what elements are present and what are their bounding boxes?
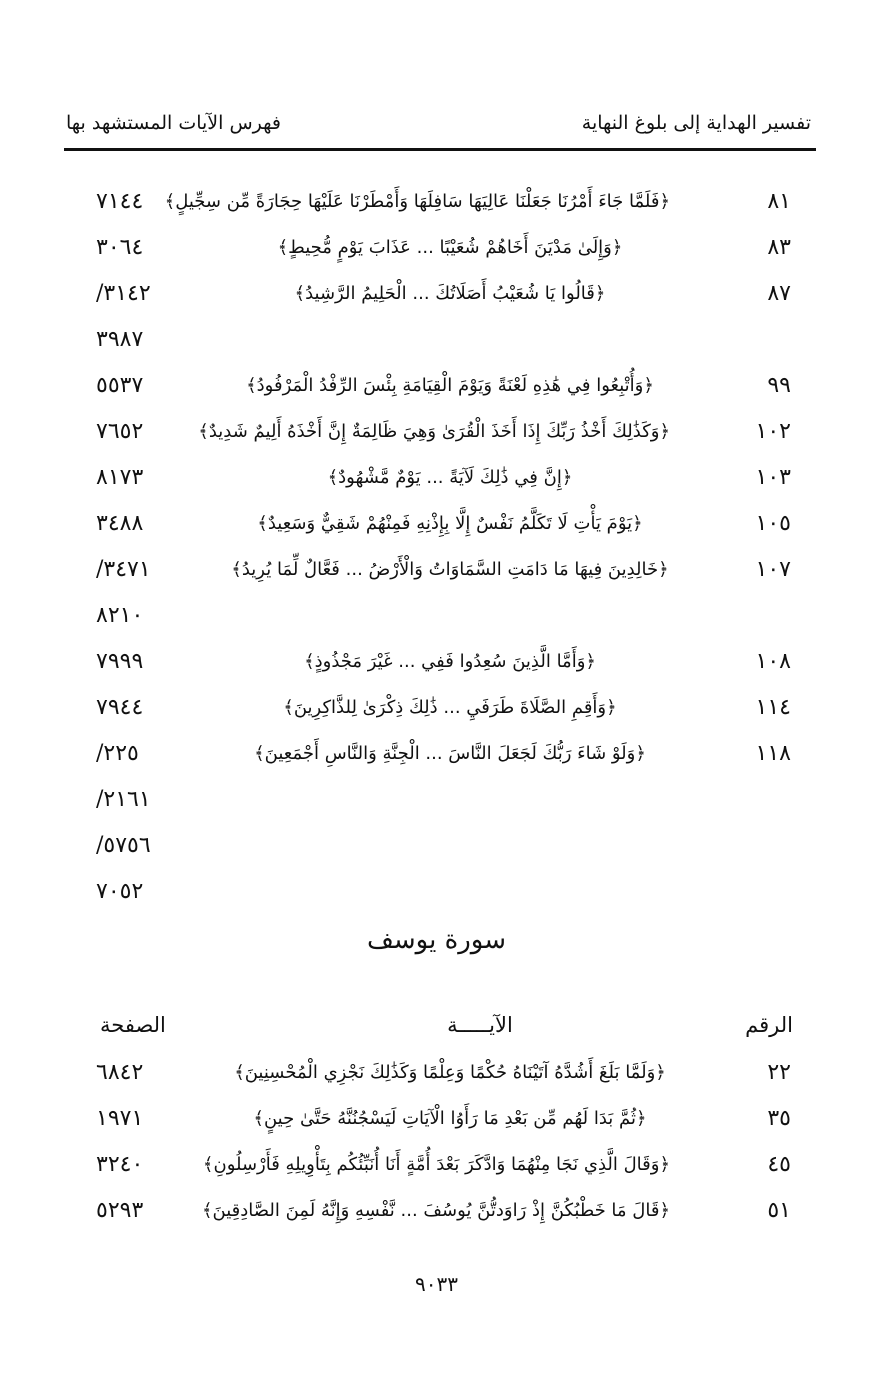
index-row	[0, 366, 873, 406]
page-reference: ٣٩٨٧	[96, 327, 144, 352]
verse-number: ١٠٢	[755, 419, 791, 444]
index-row	[0, 734, 873, 774]
verse-number: ٤٥	[767, 1152, 791, 1177]
column-header-number: الرقم	[745, 1013, 793, 1037]
verse-text: ﴿يَوْمَ يَأْتِ لَا تَكَلَّمُ نَفْسٌ إِلَّا بِإِذْنِهِ فَمِنْهُمْ شَقِيٌّ وَسَعِيدٌ﴾	[257, 513, 643, 534]
index-row	[0, 1191, 873, 1231]
verse-number: ٢٢	[767, 1060, 791, 1085]
verse-text: ﴿وَأَمَّا الَّذِينَ سُعِدُوا فَفِي ... غَيْرَ مَجْذُوذٍ﴾	[304, 651, 596, 672]
running-head-index-title: فهرس الآيات المستشهد بها	[66, 112, 281, 134]
verse-text: ﴿إِنَّ فِي ذَٰلِكَ لَآيَةً ... يَوْمٌ مَّشْهُودٌ﴾	[327, 467, 573, 488]
verse-number: ٣٥	[767, 1106, 791, 1131]
verse-text: ﴿قَالُوا يَا شُعَيْبُ أَصَلَاتُكَ ... الْحَلِيمُ الرَّشِيدُ﴾	[294, 283, 606, 304]
index-row	[0, 872, 873, 912]
verse-text: ﴿وَأُتْبِعُوا فِي هَٰذِهِ لَعْنَةً وَيَوْمَ الْقِيَامَةِ بِئْسَ الرِّفْدُ الْمَرْفُودُ﴾	[246, 375, 654, 396]
page-reference: ٨٢١٠	[96, 603, 144, 628]
page-reference: ٥٥٣٧	[96, 373, 144, 398]
index-row	[0, 504, 873, 544]
index-row	[0, 228, 873, 268]
verse-text: ﴿وَأَقِمِ الصَّلَاةَ طَرَفَيِ ... ذَٰلِكَ ذِكْرَىٰ لِلذَّاكِرِينَ﴾	[283, 697, 617, 718]
index-row	[0, 412, 873, 452]
verse-text: ﴿وَقَالَ الَّذِي نَجَا مِنْهُمَا وَادَّكَرَ بَعْدَ أُمَّةٍ أَنَا أُنَبِّئُكُم بِتَأْوِيلِهِ فَأَرْسِلُونِ﴾	[202, 1154, 670, 1175]
page-reference: ٧٠٥٢	[96, 879, 144, 904]
column-header-page: الصفحة	[100, 1013, 166, 1037]
index-row	[0, 826, 873, 866]
verse-number: ٨١	[767, 189, 791, 214]
index-row	[0, 274, 873, 314]
column-header-verse: الآيـــــة	[447, 1013, 513, 1037]
page-number: ٩٠٣٣	[415, 1272, 458, 1296]
verse-text: ﴿ثُمَّ بَدَا لَهُم مِّن بَعْدِ مَا رَأَوُا الْآيَاتِ لَيَسْجُنُنَّهُ حَتَّىٰ حِينٍ﴾	[253, 1108, 647, 1129]
verse-text: ﴿وَلَمَّا بَلَغَ أَشُدَّهُ آتَيْنَاهُ حُكْمًا وَعِلْمًا وَكَذَٰلِكَ نَجْزِي الْمُحْسِنِينَ﴾	[234, 1062, 666, 1083]
surah-title: سورة يوسف	[366, 925, 507, 955]
page-reference: ٧٩٤٤	[96, 695, 144, 720]
page-reference: /٢١٦١	[96, 787, 151, 812]
verse-number: ٨٧	[767, 281, 791, 306]
index-row	[0, 550, 873, 590]
page-reference: ٣٤٨٨	[96, 511, 144, 536]
verse-number: ١٠٥	[755, 511, 791, 536]
index-row	[0, 780, 873, 820]
verse-text: ﴿وَإِلَىٰ مَدْيَنَ أَخَاهُمْ شُعَيْبًا ... عَذَابَ يَوْمٍ مُّحِيطٍ﴾	[277, 237, 623, 258]
verse-number: ١٠٣	[755, 465, 791, 490]
page-reference: ٧٩٩٩	[96, 649, 144, 674]
index-row	[0, 182, 873, 222]
index-row	[0, 596, 873, 636]
page-reference: /٣١٤٢	[96, 281, 151, 306]
index-row	[0, 1099, 873, 1139]
page-reference: ٣٢٤٠	[96, 1152, 144, 1177]
verse-number: ٩٩	[767, 373, 791, 398]
page-reference: ٣٠٦٤	[96, 235, 144, 260]
running-head-book-title: تفسير الهداية إلى بلوغ النهاية	[581, 112, 811, 134]
page-reference: ٨١٧٣	[96, 465, 144, 490]
header-rule	[64, 148, 816, 151]
verse-number: ٥١	[767, 1198, 791, 1223]
index-row	[0, 642, 873, 682]
page-reference: ٧٦٥٢	[96, 419, 144, 444]
page-reference: /٣٤٧١	[96, 557, 151, 582]
page-reference: /٥٧٥٦	[96, 833, 151, 858]
verse-number: ١١٨	[755, 741, 791, 766]
verse-number: ١٠٧	[755, 557, 791, 582]
verse-text: ﴿وَكَذَٰلِكَ أَخْذُ رَبِّكَ إِذَا أَخَذَ الْقُرَىٰ وَهِيَ ظَالِمَةٌ إِنَّ أَخْذَهُ أَلِيمٌ شَدِيدٌ﴾	[198, 421, 670, 442]
page-reference: ٧١٤٤	[96, 189, 144, 214]
page-reference: ١٩٧١	[96, 1106, 144, 1131]
page-reference: ٥٢٩٣	[96, 1198, 144, 1223]
page-reference: ٦٨٤٢	[96, 1060, 144, 1085]
verse-number: ١١٤	[755, 695, 791, 720]
verse-text: ﴿وَلَوْ شَاءَ رَبُّكَ لَجَعَلَ النَّاسَ ... الْجِنَّةِ وَالنَّاسِ أَجْمَعِينَ﴾	[254, 743, 646, 764]
verse-number: ١٠٨	[755, 649, 791, 674]
index-row	[0, 1053, 873, 1093]
index-row	[0, 458, 873, 498]
verse-text: ﴿قَالَ مَا خَطْبُكُنَّ إِذْ رَاوَدتُّنَّ يُوسُفَ ... نَّفْسِهِ وَإِنَّهُ لَمِنَ الصَّادِقِينَ﴾	[202, 1200, 670, 1221]
verse-number: ٨٣	[767, 235, 791, 260]
verse-text: ﴿خَالِدِينَ فِيهَا مَا دَامَتِ السَّمَاوَاتُ وَالْأَرْضُ ... فَعَّالٌ لِّمَا يُرِيدُ﴾	[231, 559, 669, 580]
index-row	[0, 688, 873, 728]
index-row	[0, 320, 873, 360]
page-reference: /٢٢٥	[96, 741, 139, 766]
verse-text: ﴿فَلَمَّا جَاءَ أَمْرُنَا جَعَلْنَا عَالِيَهَا سَافِلَهَا وَأَمْطَرْنَا عَلَيْهَا حِجَارَةً مِّن سِجِّيلٍ﴾	[164, 191, 670, 212]
index-row	[0, 1145, 873, 1185]
